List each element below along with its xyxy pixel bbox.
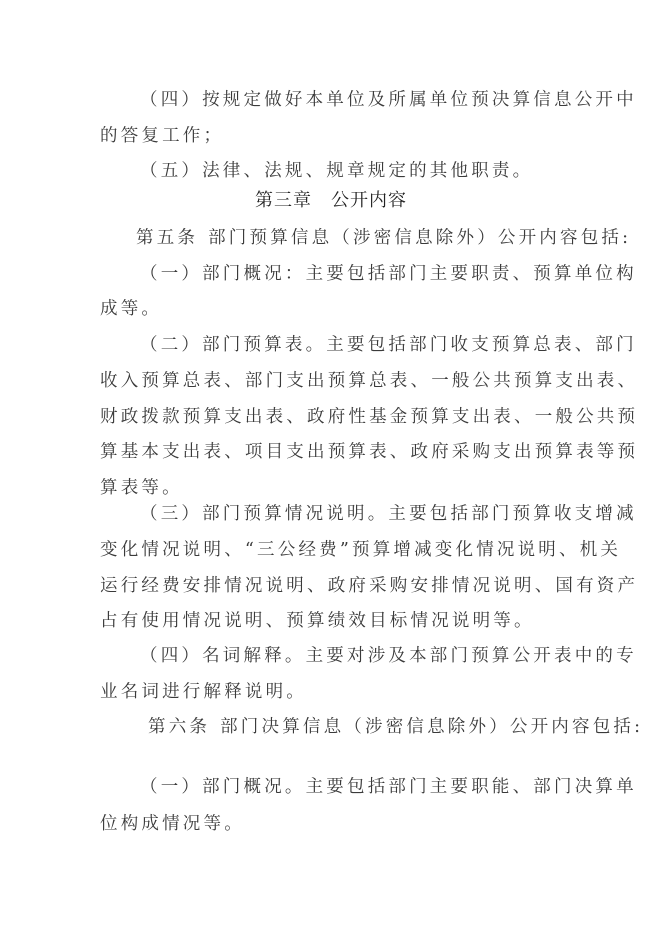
list-item-line: 变化情况说明、“三公经费”预算增减变化情况说明、机关 [100, 540, 622, 560]
article-5-heading [136, 226, 632, 250]
list-item-line: （二）部门预算表。主要包括部门收支预算总表、部门 [140, 335, 637, 355]
list-item-line: 业名词进行解释说明。 [100, 682, 307, 702]
list-item-line: （三）部门预算情况说明。主要包括部门预算收支增减 [140, 504, 637, 524]
chapter-title: 公开内容 [331, 190, 407, 211]
list-item-line: （一）部门概况。主要包括部门主要职能、部门决算单 [140, 777, 637, 797]
article-6-heading [148, 715, 644, 739]
article-intro: 部门决算信息（涉密信息除外）公开内容包括: [220, 717, 644, 737]
chapter-heading [0, 189, 662, 213]
paragraph-line: 的答复工作； [100, 126, 225, 146]
list-item-line: 成等。 [100, 299, 163, 319]
article-label: 第六条 [148, 717, 211, 737]
list-item-line: 财政拨款预算支出表、政府性基金预算支出表、一般公共预 [100, 407, 639, 427]
chapter-number: 第三章 [255, 190, 312, 211]
list-item-line: （一）部门概况：主要包括部门主要职责、预算单位构 [140, 264, 637, 284]
paragraph-line: （四）按规定做好本单位及所属单位预决算信息公开中 [140, 90, 637, 110]
list-item-line: 位构成情况等。 [100, 814, 245, 834]
list-item-line: 算基本支出表、项目支出预算表、政府采购支出预算表等预 [100, 442, 639, 462]
list-item-line: （四）名词解释。主要对涉及本部门预算公开表中的专 [140, 646, 637, 666]
list-item-line: 运行经费安排情况说明、政府采购安排情况说明、国有资产 [100, 576, 639, 596]
paragraph-line: （五）法律、法规、规章规定的其他职责。 [140, 161, 534, 181]
list-item-line: 占有使用情况说明、预算绩效目标情况说明等。 [100, 611, 535, 631]
list-item-line: 收入预算总表、部门支出预算总表、一般公共预算支出表、 [100, 371, 639, 391]
list-item-line: 算表等。 [100, 478, 183, 498]
article-label: 第五条 [136, 228, 199, 248]
article-intro: 部门预算信息（涉密信息除外）公开内容包括: [208, 228, 632, 248]
